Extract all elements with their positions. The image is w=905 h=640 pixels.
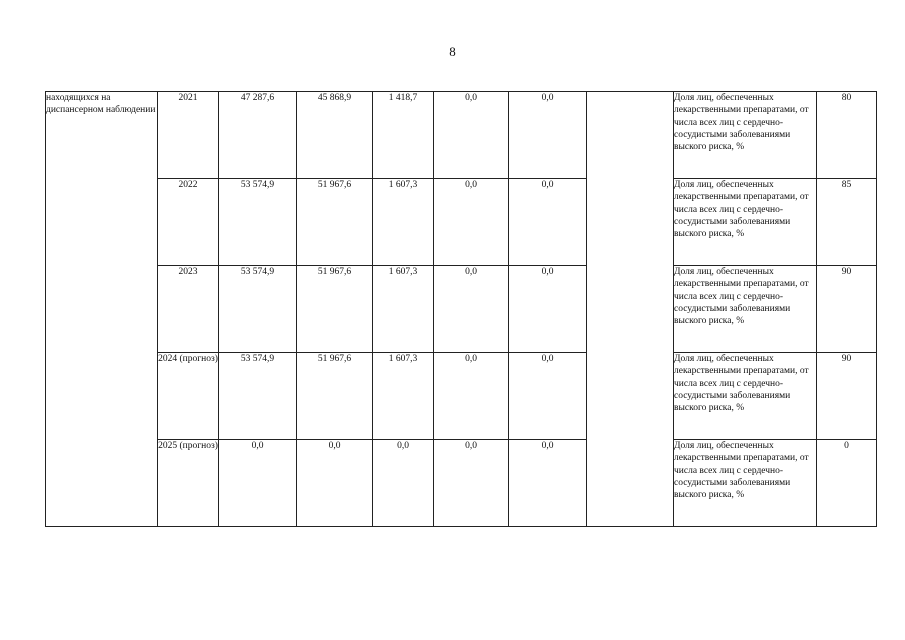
target-value-cell: 0 — [817, 440, 877, 527]
regional-budget-cell: 1 607,3 — [373, 353, 434, 440]
target-value-cell: 90 — [817, 353, 877, 440]
executor-cell — [587, 92, 674, 527]
local-budget-cell: 0,0 — [434, 353, 509, 440]
other-sources-cell: 0,0 — [509, 353, 587, 440]
indicator-cell: Доля лиц, обеспеченных лекарственными препаратами, от числа всех лиц с сердечно-сосудистыми заболеваниями выского риска, % — [674, 92, 817, 179]
regional-budget-cell: 1 607,3 — [373, 179, 434, 266]
table-row — [46, 440, 877, 527]
target-value-cell: 80 — [817, 92, 877, 179]
target-value-cell: 85 — [817, 179, 877, 266]
year-cell: 2022 — [158, 179, 219, 266]
target-value-cell: 90 — [817, 266, 877, 353]
regional-budget-cell: 1 418,7 — [373, 92, 434, 179]
federal-budget-cell: 0,0 — [297, 440, 373, 527]
year-cell: 2023 — [158, 266, 219, 353]
local-budget-cell: 0,0 — [434, 179, 509, 266]
total-funding-cell: 0,0 — [219, 440, 297, 527]
table-row — [46, 92, 877, 179]
indicator-cell: Доля лиц, обеспеченных лекарственными препаратами, от числа всех лиц с сердечно-сосудистыми заболеваниями выского риска, % — [674, 179, 817, 266]
local-budget-cell: 0,0 — [434, 92, 509, 179]
federal-budget-cell: 51 967,6 — [297, 266, 373, 353]
table-row — [46, 266, 877, 353]
other-sources-cell: 0,0 — [509, 266, 587, 353]
table-body — [46, 92, 877, 527]
other-sources-cell: 0,0 — [509, 92, 587, 179]
budget-table — [45, 91, 877, 527]
total-funding-cell: 47 287,6 — [219, 92, 297, 179]
local-budget-cell: 0,0 — [434, 266, 509, 353]
page-number: 8 — [449, 44, 456, 59]
federal-budget-cell: 45 868,9 — [297, 92, 373, 179]
indicator-cell: Доля лиц, обеспеченных лекарственными препаратами, от числа всех лиц с сердечно-сосудистыми заболеваниями выского риска, % — [674, 266, 817, 353]
year-cell: 2025 (прогноз) — [158, 440, 219, 527]
table-row — [46, 353, 877, 440]
other-sources-cell: 0,0 — [509, 440, 587, 527]
federal-budget-cell: 51 967,6 — [297, 353, 373, 440]
program-name-cell: находящихся на диспансерном наблюдении — [46, 92, 158, 527]
year-cell: 2021 — [158, 92, 219, 179]
year-cell: 2024 (прогноз) — [158, 353, 219, 440]
total-funding-cell: 53 574,9 — [219, 266, 297, 353]
total-funding-cell: 53 574,9 — [219, 353, 297, 440]
regional-budget-cell: 0,0 — [373, 440, 434, 527]
table-row — [46, 179, 877, 266]
indicator-cell: Доля лиц, обеспеченных лекарственными препаратами, от числа всех лиц с сердечно-сосудистыми заболеваниями выского риска, % — [674, 353, 817, 440]
local-budget-cell: 0,0 — [434, 440, 509, 527]
federal-budget-cell: 51 967,6 — [297, 179, 373, 266]
total-funding-cell: 53 574,9 — [219, 179, 297, 266]
regional-budget-cell: 1 607,3 — [373, 266, 434, 353]
other-sources-cell: 0,0 — [509, 179, 587, 266]
indicator-cell: Доля лиц, обеспеченных лекарственными препаратами, от числа всех лиц с сердечно-сосудистыми заболеваниями выского риска, % — [674, 440, 817, 527]
